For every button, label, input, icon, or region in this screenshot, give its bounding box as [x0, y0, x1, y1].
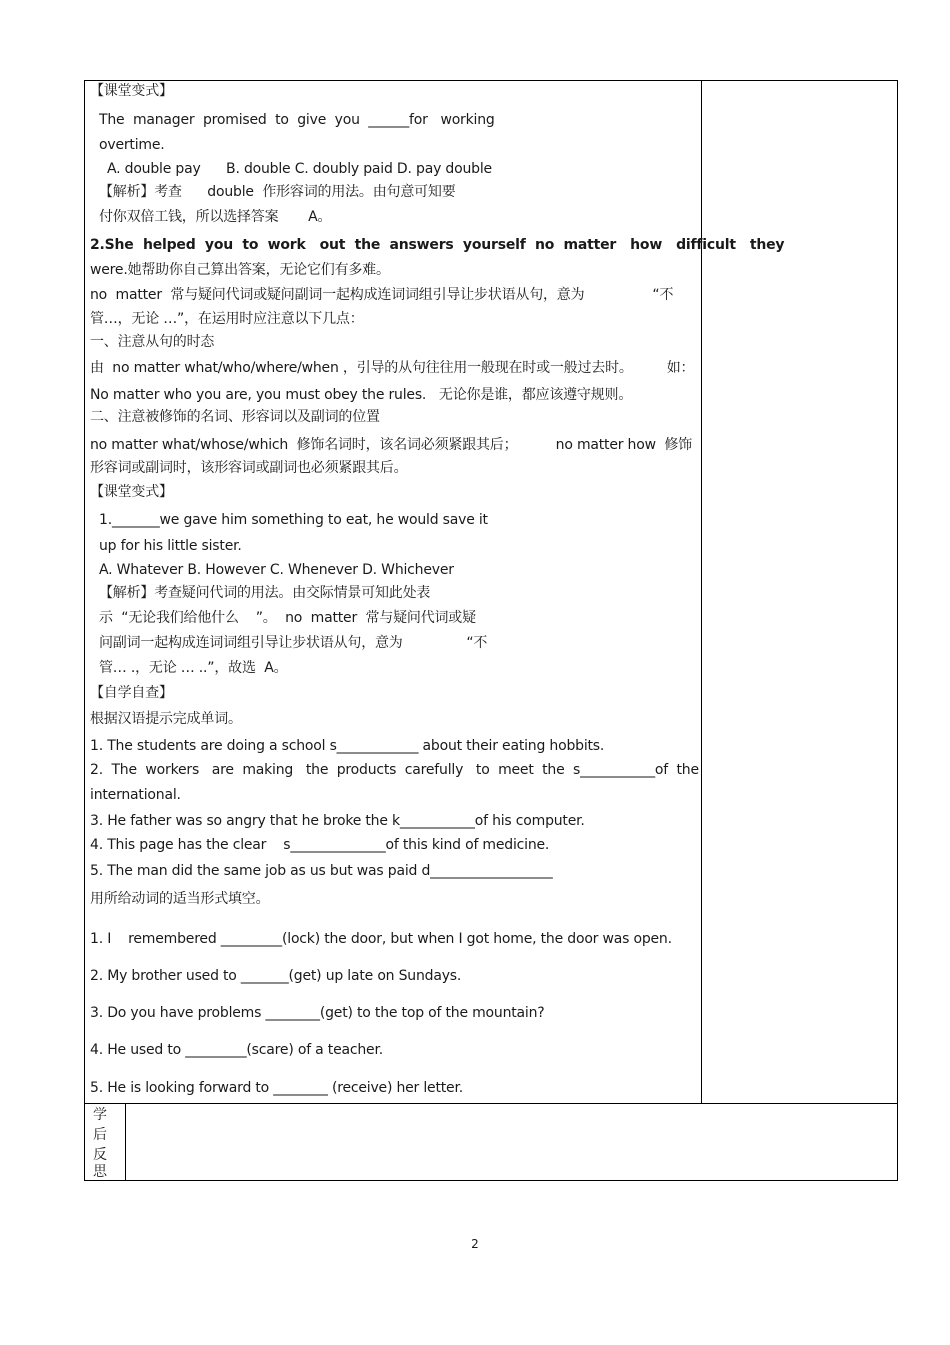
page-number: 2 [471, 1237, 479, 1251]
exercise-item: 4. He used to _________(scare) of a teacher. [90, 1042, 383, 1058]
explanation-line: 【解析】考查 double 作形容词的用法。由句意可知要 [99, 184, 456, 200]
answer-options: A. double pay B. double C. doubly paid D. pay double [107, 161, 492, 177]
explanation-line: 问副词一起构成连词词组引导让步状语从句，意为 “不 [99, 635, 488, 651]
explanation-line: 【解析】考查疑问代词的用法。由交际情景可知此处表 [99, 585, 431, 601]
question-line: The manager promised to give you ______for working [99, 112, 495, 128]
reflection-label-char: 学 [93, 1107, 107, 1123]
heading-classroom-variation-2: 【课堂变式】 [90, 484, 173, 500]
exercise-item: 2. My brother used to _______(get) up late on Sundays. [90, 968, 462, 984]
grammar-subheading: 二、注意被修饰的名词、形容词以及副词的位置 [90, 409, 380, 425]
exercise-item: 1. The students are doing a school s____________ about their eating hobbits. [90, 738, 605, 754]
reflection-label-char: 反 [93, 1147, 107, 1163]
example-sentence: 2.She helped you to work out the answers yourself no matter how difficult they [90, 237, 785, 253]
exercise-item: 4. This page has the clear s______________of this kind of medicine. [90, 837, 550, 853]
column-divider [701, 80, 702, 1104]
exercise-item: 5. The man did the same job as us but was paid d__________________ [90, 863, 553, 879]
reflection-label-char: 思 [93, 1164, 107, 1180]
grammar-note: 形容词或副词时，该形容词或副词也必须紧跟其后。 [90, 460, 408, 476]
exercise-item: international. [90, 787, 181, 803]
instruction: 根据汉语提示完成单词。 [90, 711, 242, 727]
explanation-line: 管… .，无论 … ..”，故选 A。 [99, 660, 288, 676]
reflection-answer-area[interactable] [127, 1105, 896, 1179]
grammar-note: 由 no matter what/who/where/when ，引导的从句往往用一般现在时或一般过去时。 如： [90, 360, 695, 376]
explanation-line: 示 “无论我们给他什么 ”。 no matter 常与疑问代词或疑 [99, 610, 476, 626]
question-line: overtime. [99, 137, 165, 153]
row-divider [84, 1103, 898, 1104]
heading-self-check: 【自学自查】 [90, 685, 173, 701]
grammar-subheading: 一、注意从句的时态 [90, 334, 215, 350]
instruction: 用所给动词的适当形式填空。 [90, 891, 270, 907]
reflection-label-char: 后 [93, 1127, 107, 1143]
question-line: 1._______we gave him something to eat, he would save it [99, 512, 488, 528]
exercise-item: 3. He father was so angry that he broke the k___________of his computer. [90, 813, 585, 829]
exercise-item: 1. I remembered _________(lock) the door, but when I got home, the door was open. [90, 931, 672, 947]
heading-classroom-variation-1: 【课堂变式】 [90, 83, 173, 99]
grammar-example: No matter who you are, you must obey the rules. 无论你是谁，都应该遵守规则。 [90, 387, 633, 403]
example-sentence-cont: were.她帮助你自己算出答案，无论它们有多难。 [90, 262, 390, 278]
exercise-item: 5. He is looking forward to ________ (receive) her letter. [90, 1080, 463, 1096]
reflection-label-divider [125, 1103, 126, 1181]
exercise-item: 3. Do you have problems ________(get) to the top of the mountain? [90, 1005, 545, 1021]
grammar-note: no matter what/whose/which 修饰名词时，该名词必须紧跟其后； no matter how 修饰 [90, 437, 692, 453]
exercise-item: 2. The workers are making the products carefully to meet the s___________of the [90, 762, 699, 778]
grammar-note: 管…，无论 …”，在运用时应注意以下几点： [90, 311, 364, 327]
question-line: up for his little sister. [99, 538, 242, 554]
answer-options: A. Whatever B. However C. Whenever D. Whichever [99, 562, 454, 578]
explanation-line: 付你双倍工钱，所以选择答案 A。 [99, 209, 332, 225]
grammar-note: no matter 常与疑问代词或疑问副词一起构成连词词组引导让步状语从句，意为 “不 [90, 287, 674, 303]
